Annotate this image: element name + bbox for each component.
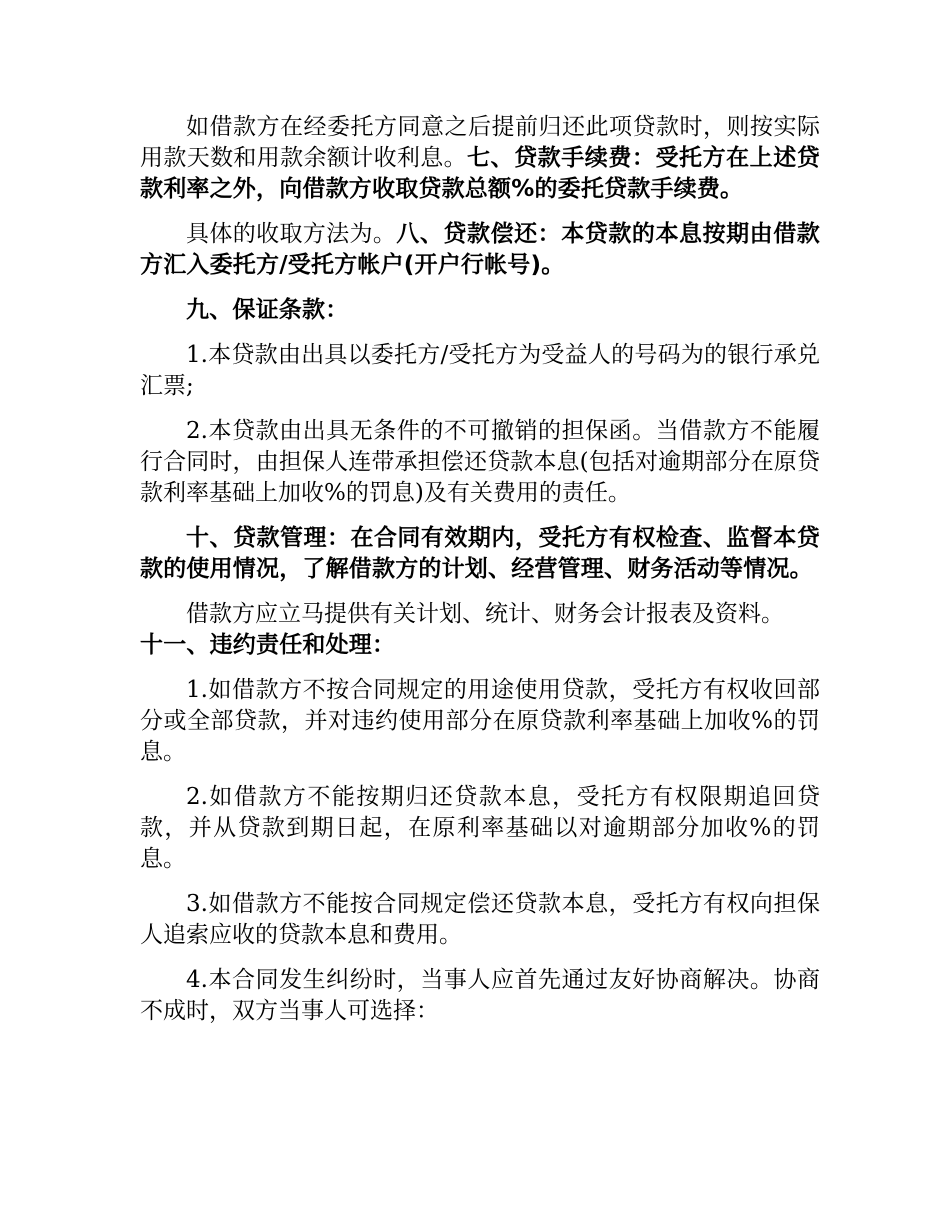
paragraph-text: 3.如借款方不能按合同规定偿还贷款本息，受托方有权向担保人追索应收的贷款本息和费用。 (140, 891, 820, 948)
paragraph-text: 1.本贷款由出具以委托方/受托方为受益人的号码为的银行承兑汇票; (140, 342, 820, 399)
paragraph-text: 借款方应立马提供有关计划、统计、财务会计报表及资料。 (186, 601, 784, 627)
guarantee-item-1 (140, 340, 820, 402)
breach-item-3 (140, 889, 820, 951)
paragraph-text: 4.本合同发生纠纷时，当事人应首先通过友好协商解决。协商不成时，双方当事人可选择： (140, 967, 820, 1024)
section-11-title: 十一、违约责任和处理： (140, 632, 396, 658)
paragraph-prepayment (140, 112, 820, 205)
section-9-heading (140, 295, 820, 326)
breach-item-2 (140, 782, 820, 875)
paragraph-text: 如借款方在经委托方同意之后提前归还此项贷款时，则按实际用款天数和用款余额计收利息。 (140, 114, 820, 171)
section-9-guarantee-title: 九、保证条款： (186, 297, 349, 323)
paragraph-text: 2.本贷款由出具无条件的不可撤销的担保函。当借款方不能履行合同时，由担保人连带承担偿还贷款本息(包括对逾期部分在原贷款利率基础上加收%的罚息)及有关费用的责任。 (140, 418, 820, 506)
guarantee-item-2 (140, 416, 820, 509)
paragraph-text: 2.如借款方不能按期归还贷款本息，受托方有权限期追回贷款，并从贷款到期日起，在原利率基础以对逾期部分加收%的罚息。 (140, 784, 820, 872)
section-7-loan-fee: 七、贷款手续费：受托方在上述贷款利率之外，向借款方收取贷款总额%的委托贷款手续费。 (140, 145, 821, 202)
paragraph-reports (140, 599, 820, 630)
breach-item-4 (140, 965, 820, 1027)
section-11-heading (140, 630, 820, 661)
paragraph-text: 具体的收取方法为。 (186, 221, 397, 247)
document-page (140, 112, 820, 1041)
section-10-text: 十、贷款管理：在合同有效期内，受托方有权检查、监督本贷款的使用情况，了解借款方的计划、经营管理、财务活动等情况。 (140, 525, 820, 582)
section-8-loan-repayment: 八、贷款偿还：本贷款的本息按期由借款方汇入委托方/受托方帐户(开户行帐号)。 (140, 221, 821, 278)
section-10-loan-management (140, 523, 820, 585)
breach-item-1 (140, 675, 820, 768)
paragraph-repayment (140, 219, 820, 281)
paragraph-text: 1.如借款方不按合同规定的用途使用贷款，受托方有权收回部分或全部贷款，并对违约使用部分在原贷款利率基础上加收%的罚息。 (140, 677, 820, 765)
